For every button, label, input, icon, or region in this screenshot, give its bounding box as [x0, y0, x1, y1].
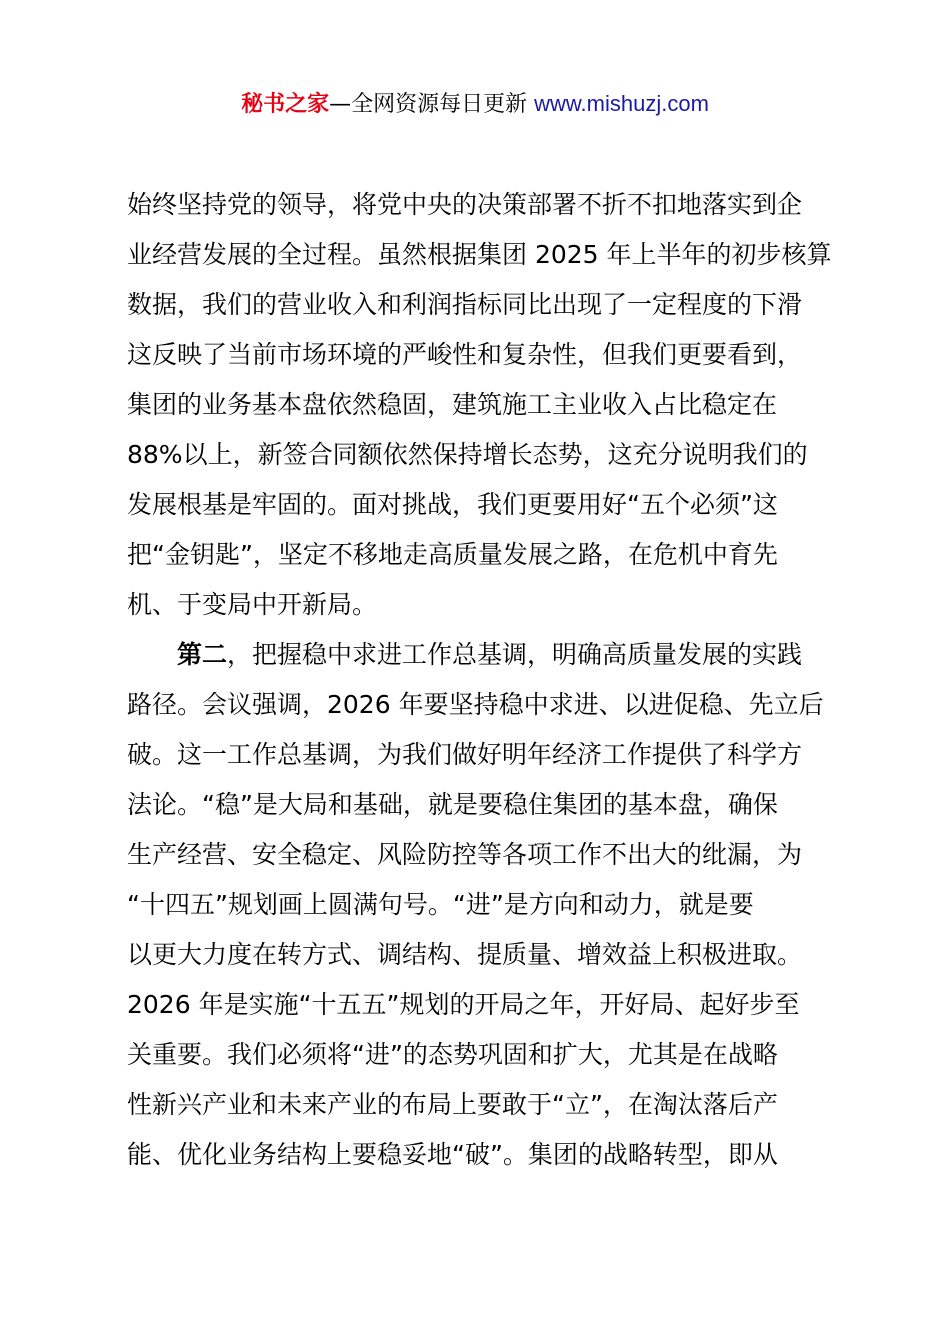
text-line: 这反映了当前市场环境的严峻性和复杂性，但我们更要看到， — [127, 340, 803, 369]
text-line: 关重要。我们必须将“进”的态势巩固和扩大，尤其是在战略 — [127, 1040, 778, 1069]
brand-name: 秘书之家 — [241, 92, 330, 117]
text-line: 法论。“稳”是大局和基础，就是要稳住集团的基本盘，确保 — [127, 790, 778, 819]
text-line: 能、优化业务结构上要稳妥地“破”。集团的战略转型，即从 — [127, 1140, 778, 1169]
document-body — [127, 180, 847, 1180]
text-line: 以更大力度在转方式、调结构、提质量、增效益上积极进取。 — [127, 940, 803, 969]
header-tagline: —全网资源每日更新 — [329, 92, 535, 117]
page-header — [0, 88, 950, 121]
text-line: 数据，我们的营业收入和利润指标同比出现了一定程度的下滑 — [127, 290, 803, 319]
text-line: 机、于变局中开新局。 — [127, 590, 378, 619]
text-line: 始终坚持党的领导，将党中央的决策部署不折不扣地落实到企 — [127, 190, 803, 219]
text-line: 发展根基是牢固的。面对挑战，我们更要用好“五个必须”这 — [127, 490, 778, 519]
text-line: “十四五”规划画上圆满句号。“进”是方向和动力，就是要 — [127, 890, 754, 919]
text-line: 把“金钥匙”，坚定不移地走高质量发展之路，在危机中育先 — [127, 540, 778, 569]
paragraph-two-first-line — [127, 630, 847, 680]
text-line: 88%以上，新签合同额依然保持增长态势，这充分说明我们的 — [127, 440, 808, 469]
text-line: 集团的业务基本盘依然稳固，建筑施工主业收入占比稳定在 — [127, 390, 778, 419]
paragraph-two-first-rest: ，把握稳中求进工作总基调，明确高质量发展的实践 — [227, 640, 803, 669]
text-line: 破。这一工作总基调，为我们做好明年经济工作提供了科学方 — [127, 740, 803, 769]
paragraph-two-lead: 第二 — [177, 640, 228, 669]
text-line: 2026 年是实施“十五五”规划的开局之年，开好局、起好步至 — [127, 990, 800, 1019]
text-line: 业经营发展的全过程。虽然根据集团 2025 年上半年的初步核算 — [127, 240, 832, 269]
text-line: 路径。会议强调，2026 年要坚持稳中求进、以进促稳、先立后 — [127, 690, 824, 719]
text-line: 生产经营、安全稳定、风险防控等各项工作不出大的纰漏，为 — [127, 840, 803, 869]
site-url-link[interactable]: www.mishuzj.com — [534, 91, 709, 116]
text-line: 性新兴产业和未来产业的布局上要敢于“立”，在淘汰落后产 — [127, 1090, 778, 1119]
